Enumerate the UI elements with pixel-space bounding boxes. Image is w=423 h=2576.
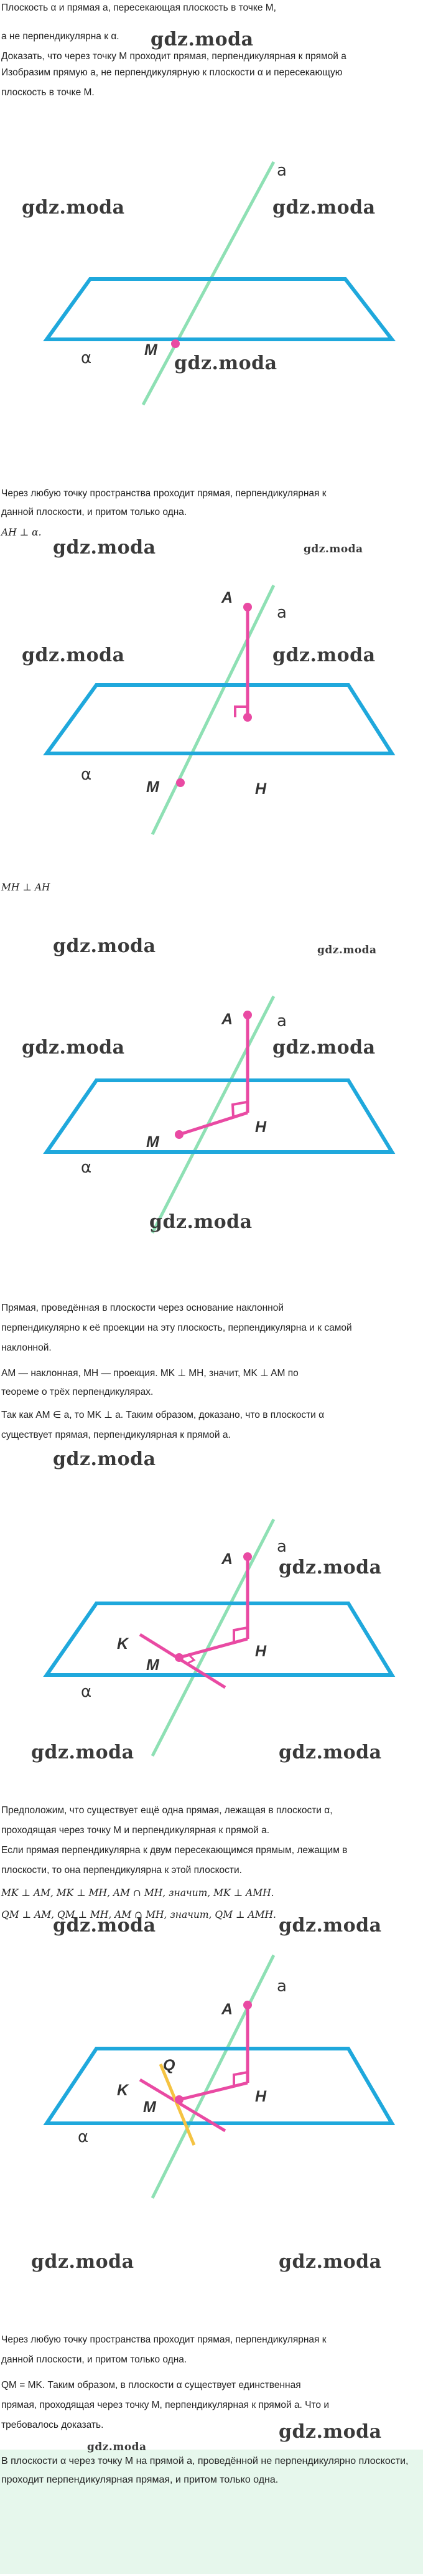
watermark: gdz.moda [53, 1915, 156, 1937]
text-qm-equals-mk-2: прямая, проходящая через точку M, перпендикулярная к прямой a. Что и [1, 2400, 330, 2410]
label-m: M [146, 1133, 159, 1151]
watermark: gdz.moda [174, 352, 277, 374]
watermark: gdz.moda [317, 944, 377, 956]
label-m: M [144, 341, 157, 359]
watermark: gdz.moda [151, 29, 254, 50]
plane-alpha [47, 1603, 392, 1675]
text-prove: Доказать, что через точку M проходит прямая, перпендикулярная к прямой a [1, 51, 346, 62]
line-a [152, 1519, 274, 1756]
watermark: gdz.moda [22, 644, 125, 666]
watermark: gdz.moda [279, 2421, 382, 2443]
text-suppose-2: проходящая через точку M и перпендикулярная к прямой a. [1, 1825, 270, 1836]
line-qm [160, 2064, 194, 2145]
text-ah-perp: AH ⊥ α. [1, 527, 42, 538]
point-m [176, 778, 185, 787]
text-perp-unique: Через любую точку пространства проходит прямая, перпендикулярная к [1, 488, 327, 499]
figure-2 [0, 560, 423, 859]
label-m: M [146, 1656, 159, 1674]
label-a: a [277, 1537, 287, 1556]
text-qm-equals-mk-3: требовалось доказать. [1, 2420, 104, 2430]
text-perp-unique-final-2: данной плоскости, и притом только одна. [1, 2354, 187, 2365]
watermark: gdz.moda [53, 935, 156, 957]
point-h [243, 713, 252, 722]
watermark: gdz.moda [31, 2251, 134, 2273]
figure-4 [0, 1494, 423, 1768]
text-three-perp-theorem: Прямая, проведённая в плоскости через основание наклонной [1, 1303, 284, 1313]
text-three-perp-theorem-2: перпендикулярно к её проекции на эту плоскость, перпендикулярна и к самой [1, 1323, 352, 1333]
label-alpha: α [78, 2128, 89, 2146]
label-a: a [277, 1012, 287, 1031]
segment-mh [179, 2083, 248, 2100]
label-alpha: α [81, 765, 92, 784]
point-m [175, 1653, 184, 1662]
point-m [175, 1130, 184, 1139]
label-h: H [255, 2088, 267, 2105]
text-perp-unique-2: данной плоскости, и притом только одна. [1, 507, 187, 517]
label-alpha: α [81, 349, 92, 367]
answer-text: В плоскости α через точку M на прямой a, проведённой не перпендикулярно плоскости, проходит перпендикулярная прямая, и притом только одна. [1, 2456, 409, 2485]
watermark: gdz.moda [149, 1211, 253, 1233]
text-suppose: Предположим, что существует ещё одна прямая, лежащая в плоскости α, [1, 1805, 333, 1816]
point-a [243, 603, 252, 611]
label-q: Q [163, 2057, 175, 2074]
label-h: H [255, 1118, 267, 1136]
text-two-lines-theorem: Если прямая перпендикулярна к двум пересекающимся прямым, лежащим в [1, 1845, 348, 1856]
watermark: gdz.moda [272, 1037, 376, 1059]
label-a-point: A [221, 589, 233, 606]
figure-3 [0, 971, 423, 1245]
label-alpha: α [81, 1682, 92, 1701]
label-a-point: A [221, 2001, 233, 2018]
watermark: gdz.moda [279, 1742, 382, 1763]
watermark: gdz.moda [31, 1742, 134, 1763]
figure-5 [0, 1937, 423, 2285]
label-k: K [117, 1635, 129, 1653]
point-a [243, 2001, 252, 2009]
watermark: gdz.moda [53, 1448, 156, 1470]
text-draw-line-2: плоскость в точке M. [1, 87, 95, 98]
watermark: gdz.moda [272, 197, 376, 219]
watermark: gdz.moda [53, 537, 156, 559]
label-a-point: A [221, 1550, 233, 1568]
text-given-line: a не перпендикулярна к α. [1, 31, 119, 42]
watermark: gdz.moda [87, 2441, 147, 2453]
figure-1 [0, 118, 423, 455]
label-a-point: A [221, 1011, 233, 1028]
watermark: gdz.moda [279, 2251, 382, 2273]
text-three-perp-theorem-3: наклонной. [1, 1342, 52, 1353]
label-h: H [255, 1643, 267, 1660]
watermark: gdz.moda [272, 644, 376, 666]
text-draw-line: Изобразим прямую a, не перпендикулярную к плоскости α и пересекающую [1, 67, 343, 78]
watermark: gdz.moda [279, 1915, 382, 1937]
point-a [243, 1011, 252, 1019]
label-a: a [277, 161, 287, 180]
line-a [152, 1955, 274, 2198]
text-mk-perp-a-2: существует прямая, перпендикулярная к прямой a. [1, 1430, 231, 1440]
watermark: gdz.moda [22, 1037, 125, 1059]
watermark: gdz.moda [22, 197, 125, 219]
text-qm-perp-amh: QM ⊥ AM, QM ⊥ MH, AM ∩ MH, значит, QM ⊥ AMH. [1, 1909, 276, 1920]
text-qm-equals-mk: QM = MK. Таким образом, в плоскости α существует единственная [1, 2380, 301, 2390]
plane-alpha [47, 279, 392, 339]
line-a [152, 996, 274, 1233]
label-alpha: α [81, 1158, 92, 1177]
label-m: M [146, 778, 159, 796]
text-given-plane: Плоскость α и прямая a, пересекающая плоскость в точке M, [1, 2, 276, 13]
text-two-lines-theorem-2: плоскости, то она перпендикулярна к этой плоскости. [1, 1865, 242, 1875]
label-a: a [277, 1977, 287, 1996]
label-h: H [255, 780, 267, 798]
watermark: gdz.moda [304, 543, 363, 555]
plane-alpha [47, 1080, 392, 1152]
point-m [171, 339, 180, 348]
point-a [243, 1552, 252, 1561]
text-mk-perp-amh: MK ⊥ AM, MK ⊥ MH, AM ∩ MH, значит, MK ⊥ AMH. [1, 1887, 274, 1899]
point-m [175, 2095, 184, 2104]
label-a: a [277, 603, 287, 622]
watermark: gdz.moda [279, 1557, 382, 1578]
text-mk-perp-a: Так как AM ∈ a, то MK ⊥ a. Таким образом, доказано, что в плоскости α [1, 1410, 325, 1420]
text-am-inclined-2: теореме о трёх перпендикулярах. [1, 1387, 154, 1397]
label-k: K [117, 2082, 129, 2099]
plane-alpha [47, 2049, 392, 2123]
text-mh-perp: MH ⊥ AH [1, 882, 50, 893]
text-perp-unique-final: Через любую точку пространства проходит прямая, перпендикулярная к [1, 2334, 327, 2345]
label-m: M [143, 2098, 156, 2116]
text-am-inclined: AM — наклонная, MH — проекция. MK ⊥ MH, значит, MK ⊥ AM по [1, 1368, 299, 1379]
